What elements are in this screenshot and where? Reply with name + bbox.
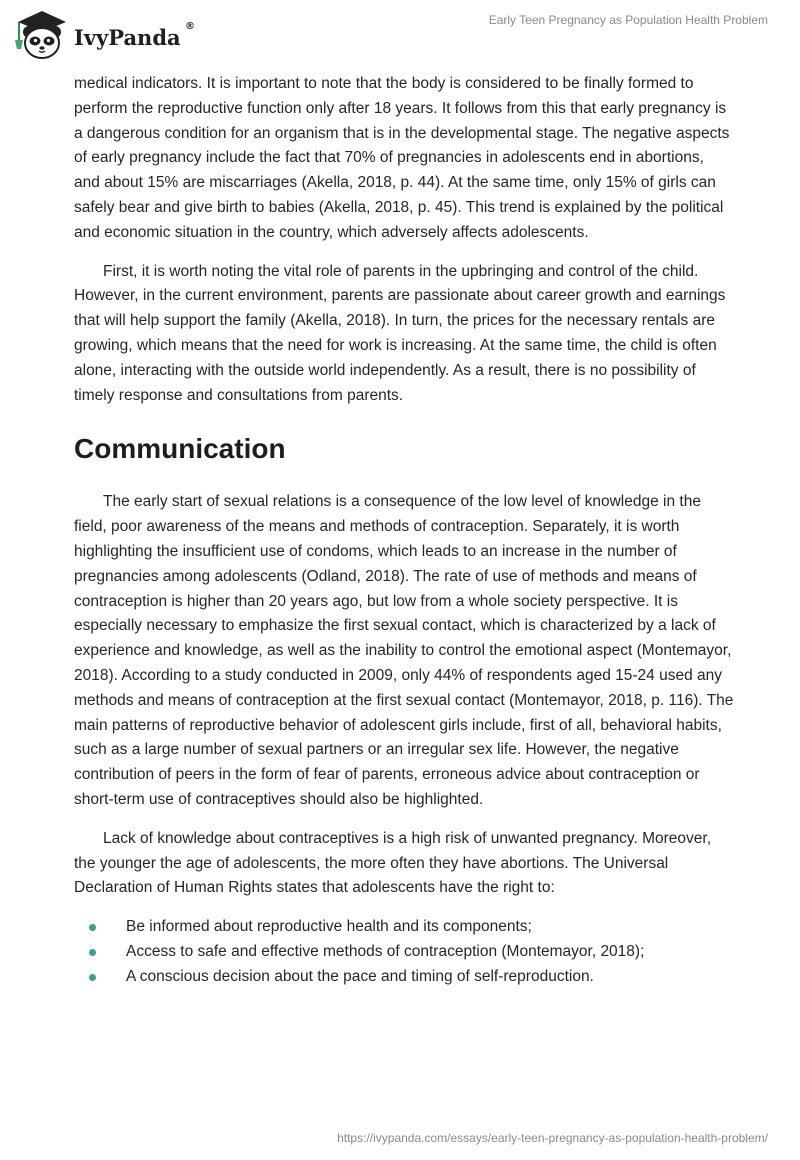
paragraph-continuation: medical indicators. It is important to note that the body is considered to be finally formed to perform the reproductive function only after 18 years. It follows from this that early pregnancy is a dangerous condition for an organism that is in the developmental stage. The negative aspects of early pregnancy include the fact that 70% of pregnancies in adolescents end in abortions, and about 15% are miscarriages (Akella, 2018, p. 44). At the same time, only 15% of girls can safely bear and give birth to babies (Akella, 2018, p. 45). This trend is explained by the political and economic situation in the country, which adversely affects adolescents. [74,75,730,241]
bullet-dot-icon [89,974,96,981]
list-item [74,940,734,965]
paragraph-parents-role: First, it is worth noting the vital role of parents in the upbringing and control of the child. However, in the current environment, parents are passionate about career growth and earnings that will help support the family (Akella, 2018). In turn, the prices for the necessary rentals are growing, which means that the need for work is increasing. At the same time, the child is often alone, interacting with the outside world independently. As a result, there is no possibility of timely response and consultations from parents. [74,262,726,404]
brand-logo[interactable] [12,8,202,62]
section-heading-communication: Communication [74,433,286,465]
paragraph-sexual-relations: The early start of sexual relations is a consequence of the low level of knowledge in the field, poor awareness of the means and methods of contraception. Separately, it is worth highlighting the insufficient use of condoms, which leads to an increase in the number of pregnancies among adolescents (Odland, 2018). The rate of use of methods and means of contraception is higher than 20 years ago, but low from a whole society perspective. It is especially necessary to emphasize the first sexual contact, which is characterized by a lack of experience and knowledge, as well as the inability to control the emotional aspect (Montemayor, 2018). According to a study conducted in 2009, only 44% of respondents aged 15-24 used any methods and means of contraception at the first sexual contact (Montemayor, 2018, p. 116). The main patterns of reproductive behavior of adolescent girls include, first of all, behavioral habits, such as a large number of sexual partners or an irregular sex life. However, the negative contribution of peers in the form of fear of parents, erroneous advice about contraception or short-term use of contraceptives should also be highlighted. [74,493,734,808]
panda-graduate-logo-icon [12,8,72,62]
paragraph-contraceptive-knowledge: Lack of knowledge about contraceptives is a high risk of unwanted pregnancy. Moreover, the younger the age of adolescents, the more often they have abortions. The Universal Declaration of Human Rights states that adolescents have the right to: [74,829,712,897]
list-item [74,915,734,940]
brand-name: IvyPanda [74,25,181,50]
list-item-text: A conscious decision about the pace and timing of self-reproduction. [126,967,594,985]
page-header [0,0,800,70]
bullet-dot-icon [89,924,96,931]
registered-mark: ® [185,21,195,32]
rights-bullet-list [74,915,734,989]
list-item-text: Be informed about reproductive health and its components; [126,918,532,936]
essay-content [74,72,734,990]
list-item-text: Access to safe and effective methods of contraception (Montemayor, 2018); [126,942,645,960]
list-item [74,965,734,990]
document-title: Early Teen Pregnancy as Population Health Problem [488,13,768,27]
source-url[interactable]: https://ivypanda.com/essays/early-teen-pregnancy-as-population-health-problem/ [337,1131,768,1145]
bullet-dot-icon [89,949,96,956]
